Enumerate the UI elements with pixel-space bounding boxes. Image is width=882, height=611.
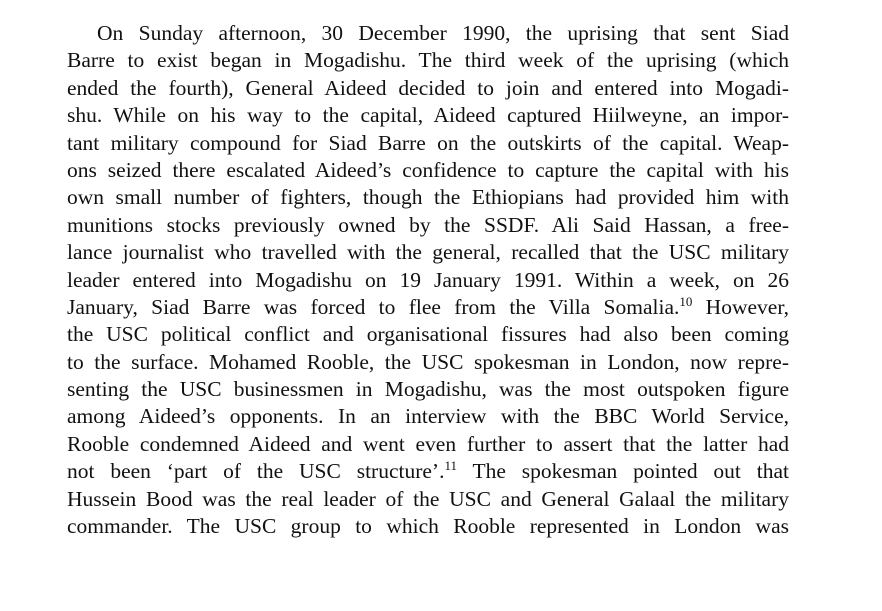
text-line: munitions stocks previously owned by the SSDF. Ali Said Hassan, a free- (67, 212, 789, 237)
text-line: ons seized there escalated Aideed’s confidence to capture the capital with his (67, 157, 789, 182)
text-line: shu. While on his way to the capital, Aideed captured Hiilweyne, an impor- (67, 103, 789, 128)
text-line (67, 294, 789, 321)
line-text: January, Siad Barre was forced to flee from the Villa Somalia. (67, 294, 680, 319)
text-line: Rooble condemned Aideed and went even further to assert that the latter had (67, 431, 789, 456)
footnote-marker: 10 (679, 293, 693, 309)
text-line: commander. The USC group to which Rooble represented in London was (67, 514, 789, 539)
text-line: lance journalist who travelled with the general, recalled that the USC military (67, 240, 789, 265)
text-line: leader entered into Mogadishu on 19 January 1991. Within a week, on 26 (67, 267, 789, 292)
text-line: Barre to exist began in Mogadishu. The third week of the uprising (which (67, 48, 789, 73)
text-line: to the surface. Mohamed Rooble, the USC spokesman in London, now repre- (67, 349, 789, 374)
footnote-marker: 11 (444, 458, 457, 474)
text-line: senting the USC businessmen in Mogadishu, was the most outspoken figure (67, 377, 789, 402)
text-line (67, 458, 789, 485)
text-line: among Aideed’s opponents. In an interview with the BBC World Service, (67, 404, 789, 429)
text-line: tant military compound for Siad Barre on the outskirts of the capital. Weap- (67, 130, 789, 155)
line-text: not been ‘part of the USC structure’. (67, 459, 445, 484)
line-text: However, (692, 294, 789, 319)
text-line: ended the fourth), General Aideed decided to join and entered into Mogadi- (67, 75, 789, 100)
text-line: own small number of fighters, though the Ethiopians had provided him with (67, 185, 789, 210)
line-text: The spokesman pointed out that (456, 459, 789, 484)
text-line: On Sunday afternoon, 30 December 1990, the uprising that sent Siad (97, 21, 789, 45)
text-line: the USC political conflict and organisational fissures had also been coming (67, 322, 789, 347)
text-line: Hussein Bood was the real leader of the USC and General Galaal the military (67, 486, 789, 511)
body-paragraph (67, 20, 789, 540)
